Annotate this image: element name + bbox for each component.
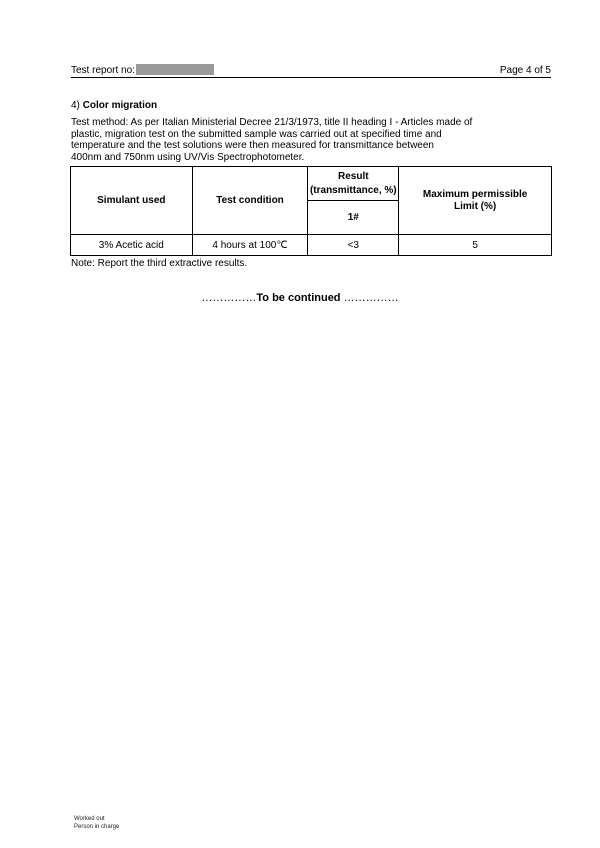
method-line: plastic, migration test on the submitted sample was carried out at specified time and — [71, 128, 442, 140]
header-max-limit-text: Maximum permissible Limit (%) — [422, 188, 528, 212]
redacted-report-number — [136, 64, 214, 75]
header-test-condition: Test condition — [192, 167, 308, 235]
table-row — [71, 235, 552, 256]
footer-worked-out: Worked out — [74, 816, 105, 822]
continued-dots-left: …………… — [201, 292, 257, 304]
note-text: Note: Report the third extractive results. — [71, 258, 248, 269]
section-number: 4) — [71, 100, 80, 111]
test-method-paragraph — [71, 117, 491, 163]
header-max-limit — [399, 167, 552, 235]
header-simulant: Simulant used — [71, 167, 193, 235]
section-heading — [71, 100, 157, 112]
header-result — [308, 167, 399, 201]
cell-limit: 5 — [399, 235, 552, 256]
header-sample-id: 1# — [308, 201, 399, 235]
header-result-line1: Result — [338, 170, 369, 182]
continued-line — [0, 292, 600, 305]
cell-result: <3 — [308, 235, 399, 256]
results-table — [70, 166, 552, 256]
header-result-line2: (transmittance, %) — [309, 184, 397, 196]
footer-person-in-charge: Person in charge — [74, 824, 120, 830]
footer — [74, 815, 119, 831]
cell-simulant: 3% Acetic acid — [71, 235, 193, 256]
page-header — [71, 64, 551, 78]
method-line: temperature and the test solutions were then measured for transmittance between — [71, 140, 434, 151]
method-line: Test method: As per Italian Ministerial Decree 21/3/1973, title II heading I - Articles made of — [71, 117, 473, 128]
continued-dots-right: …………… — [343, 292, 399, 304]
report-number-label: Test report no: — [71, 65, 135, 76]
method-line: 400nm and 750nm using UV/Vis Spectrophotometer. — [71, 151, 305, 163]
cell-test-condition: 4 hours at 100℃ — [192, 235, 308, 256]
page-number: Page 4 of 5 — [499, 65, 551, 76]
continued-text: To be continued — [256, 292, 341, 304]
section-title: Color migration — [82, 100, 158, 111]
